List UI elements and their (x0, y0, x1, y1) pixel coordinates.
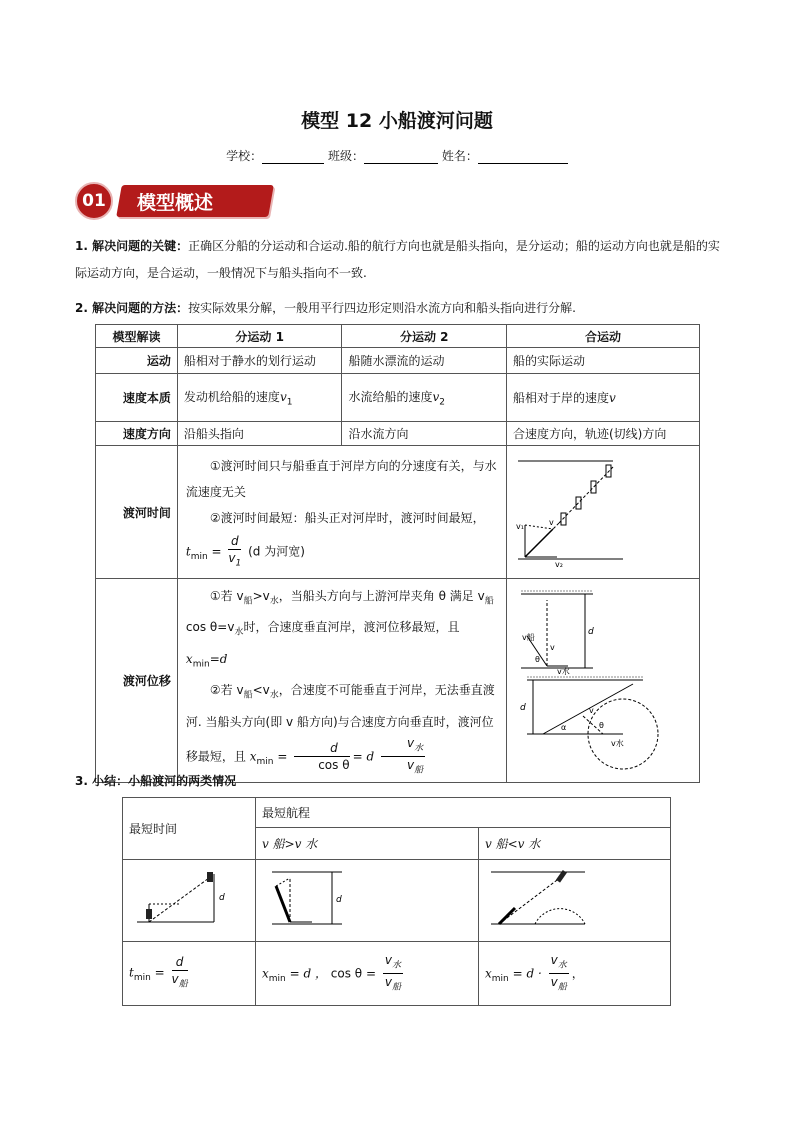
var-v: v (609, 391, 616, 405)
s: 水 (269, 596, 279, 607)
paragraph-method (75, 295, 725, 322)
s: 船 (178, 979, 188, 990)
t: v (171, 972, 179, 987)
t: >v (252, 589, 270, 603)
time-diagram-cell (507, 446, 700, 579)
shortest-time-figure (129, 864, 239, 934)
s: min (268, 973, 286, 984)
row-label: 渡河位移 (96, 579, 178, 783)
row-label: 速度本质 (96, 374, 178, 422)
name-label: 姓名： (441, 149, 478, 163)
denominator (228, 550, 241, 571)
numerator: d (294, 740, 349, 757)
t: v (550, 975, 558, 989)
table-header: 最短航程 (256, 798, 671, 828)
s: 船 (484, 596, 494, 607)
vs2-label: v水 (611, 739, 624, 749)
time-p1: ①渡河时间只与船垂直于河岸方向的分速度有关，与水流速度无关 (185, 458, 497, 499)
t: cos θ=v (185, 620, 235, 635)
table-cell: 船随水漂流的运动 (342, 348, 507, 374)
denominator (549, 974, 569, 995)
table-subheader: v 船<v 水 (479, 828, 671, 860)
v2-label: v (589, 706, 594, 716)
shortest-path-slow-figure (485, 864, 595, 934)
paragraph-key (75, 233, 725, 287)
table-cell: 船相对于静水的划行运动 (177, 348, 342, 374)
table-subheader: v 船>v 水 (256, 828, 479, 860)
formula-cell: $t_{min}$ = $\frac{d}{v_船}$ (123, 942, 256, 1006)
table-row (123, 942, 671, 1006)
t: d (366, 748, 375, 763)
table-cell: 船的实际运动 (507, 348, 700, 374)
fraction (549, 952, 569, 996)
disp-diagram (513, 588, 693, 770)
vs-label: v水 (557, 667, 570, 677)
cell-text: 水流给船的速度 (348, 389, 433, 404)
s: 船 (243, 596, 253, 607)
paragraph-method-lead: 2. 解决问题的方法： (75, 301, 189, 315)
formula-sub: min (190, 551, 208, 562)
table-cell: 合速度方向，轨迹(切线)方向 (507, 422, 700, 446)
theta-label: θ (535, 655, 540, 665)
vc-label: v船 (522, 633, 535, 643)
v1-label: v₁ (516, 521, 524, 531)
paragraph-summary-lead: 3. 小结： (75, 774, 129, 788)
table-row (123, 860, 671, 942)
figure-cell (479, 860, 671, 942)
t: x (249, 748, 257, 763)
numerator: d (228, 533, 241, 550)
d2-label: d (520, 703, 526, 714)
fraction (172, 954, 188, 992)
table-cell (177, 374, 342, 422)
numerator (383, 952, 403, 974)
disp-p1 (186, 583, 498, 677)
s: min (256, 756, 274, 767)
cell-text: 船相对于岸的速度 (513, 391, 610, 405)
t: ，当船头方向与上游河岸夹角 θ 满足 (278, 589, 478, 603)
row-label: 运动 (96, 348, 178, 374)
t: =d (209, 651, 228, 666)
t: ①若 v (209, 589, 244, 603)
denominator (383, 974, 403, 995)
s: 水 (269, 690, 279, 701)
table-row (96, 422, 700, 446)
class-label: 班级： (327, 149, 364, 163)
figure-cell (123, 860, 256, 942)
alpha-label: α (561, 723, 567, 733)
disp-diagram-cell (507, 579, 700, 783)
t: = d ， (289, 966, 327, 980)
den-sub: 1 (235, 558, 242, 569)
numerator (381, 735, 425, 757)
s: min (491, 973, 509, 984)
model-table (95, 324, 700, 783)
t: v (406, 757, 415, 772)
badge-number: 01 (75, 182, 113, 220)
table-header: 最短时间 (123, 798, 256, 860)
s: 船 (243, 690, 253, 701)
var-sub: 1 (286, 397, 293, 408)
paragraph-summary-text: 小船渡河的两类情况 (128, 774, 237, 788)
section-badge (75, 182, 265, 220)
var-v: v (279, 389, 287, 404)
d-label: d (219, 893, 225, 903)
t: x (262, 966, 269, 980)
school-label: 学校： (226, 149, 263, 163)
fraction (228, 533, 241, 571)
row-label: 速度方向 (96, 422, 178, 446)
v-label: v (550, 643, 555, 653)
time-formula: $t_{min}$ = $\frac{d}{v_1}$ (d 为河宽) (186, 533, 498, 571)
class-field[interactable] (364, 151, 438, 164)
table-row (96, 374, 700, 422)
t: v (406, 735, 415, 750)
table-cell (177, 579, 506, 783)
t: ， (571, 966, 584, 980)
s: 水 (234, 627, 244, 638)
var-sub: 2 (439, 397, 445, 408)
cell-text: 发动机给船的速度 (183, 389, 280, 404)
time-diagram (513, 451, 693, 571)
t: ，合速度不可能垂直于河岸，无法垂直渡河. 当船头方向(即 v 船方向)与合速度方向垂直时，渡河位移最短，且 (185, 683, 495, 763)
s: 水 (414, 742, 424, 753)
t: v (550, 952, 558, 967)
numerator (549, 952, 569, 974)
table-header: 模型解读 (96, 325, 178, 348)
disp-p2: ②若 $v_船<v_水$，合速度不可能垂直于河岸，无法垂直渡河. 当船头方向(即 v 船方向)与合速度方向垂直时，渡河位移最短，且 $x_{min}$ = $\frac{d}{\text{cos θ}}$ = d $\frac{v_水}{v_船}$ (186, 677, 498, 778)
formula-cell (479, 942, 671, 1006)
table-cell (507, 374, 700, 422)
v-label: v (549, 517, 554, 527)
table-header: 分运动 2 (342, 325, 507, 348)
school-field[interactable] (262, 151, 324, 164)
den-var: v (228, 550, 236, 565)
formula-cell (256, 942, 479, 1006)
d-label: d (588, 627, 594, 638)
s: 船 (391, 982, 401, 993)
fraction (383, 952, 403, 996)
d-label: d (336, 895, 342, 905)
t: v (384, 952, 392, 967)
s: 船 (414, 765, 424, 776)
denominator (172, 971, 188, 992)
t: = d · (512, 966, 542, 980)
table-row (96, 446, 700, 579)
paragraph-key-text: 正确区分船的分运动和合运动.船的航行方向也就是船头指向，是分运动；船的运动方向也就是船的实际运动方向，是合运动，一般情况下与船头指向不一致. (75, 239, 720, 280)
width-note: (d 为河宽) (248, 544, 305, 559)
t: v (477, 589, 485, 603)
formula-lhs: t (185, 544, 191, 559)
badge-label: 模型概述 (137, 192, 214, 214)
figure-cell (256, 860, 479, 942)
table-cell: 沿水流方向 (342, 422, 507, 446)
s: 船 (557, 982, 567, 993)
table-row (96, 579, 700, 783)
t: x (185, 651, 193, 666)
v2-label: v₂ (555, 559, 563, 569)
table-header: 分运动 1 (177, 325, 342, 348)
table-cell: 沿船头指向 (177, 422, 342, 446)
student-info (0, 147, 794, 164)
t: ②若 v (209, 683, 244, 698)
t: v (384, 975, 392, 989)
page-title: 模型 12 小船渡河问题 (301, 110, 493, 132)
paragraph-key-lead: 1. 解决问题的关键： (75, 239, 189, 253)
time-p2: ②渡河时间最短：船头正对河岸时，渡河时间最短， (209, 510, 485, 525)
table-cell (342, 374, 507, 422)
s: 水 (391, 960, 401, 970)
row-label: 渡河时间 (96, 446, 178, 579)
theta2-label: θ (599, 721, 604, 731)
numerator: d (172, 954, 188, 971)
paragraph-summary (75, 768, 725, 795)
table-cell (177, 446, 506, 579)
t: x (485, 966, 492, 980)
shortest-path-fast-figure (262, 864, 372, 934)
name-field[interactable] (478, 151, 568, 164)
t: <v (252, 683, 270, 698)
denominator: cos θ (318, 757, 350, 772)
s: 水 (557, 960, 567, 970)
t: t (129, 966, 134, 980)
table-row (96, 348, 700, 374)
paragraph-method-text: 按实际效果分解，一般用平行四边形定则沿水流方向和船头指向进行分解. (188, 301, 576, 315)
s: min (192, 659, 210, 670)
summary-table (122, 797, 671, 1006)
t: 时，合速度垂直河岸，渡河位移最短，且 (243, 620, 460, 635)
s: min (133, 973, 151, 984)
var-v: v (432, 389, 440, 404)
table-header: 合运动 (507, 325, 700, 348)
t: cos θ = (330, 966, 377, 980)
